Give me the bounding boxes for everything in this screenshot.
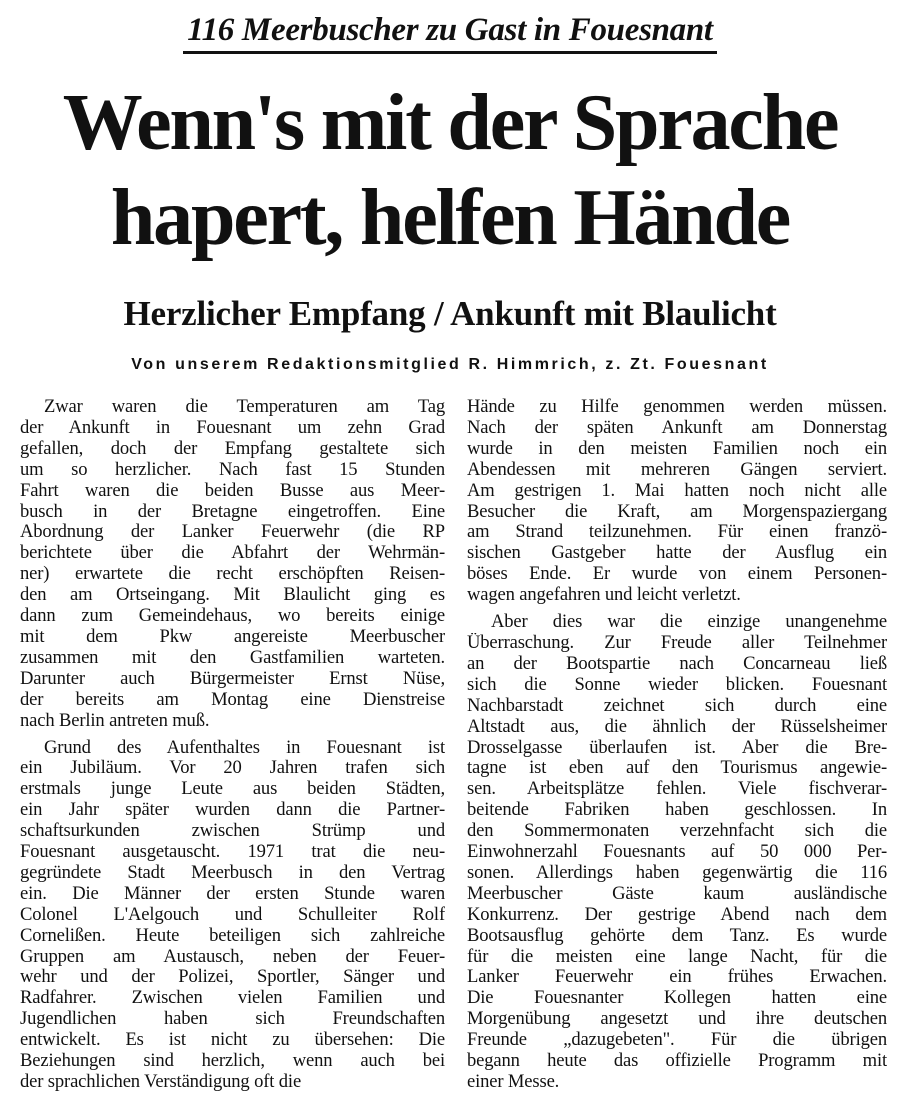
text-line: der bereits am Montag eine Dienstreise [20,689,445,710]
text-line: entwickelt. Es ist nicht zu übersehen: Die [20,1030,445,1051]
text-line: ein. Die Männer der ersten Stunde waren [20,883,445,904]
body-paragraph [467,612,887,1093]
text-line: der Ankunft in Fouesnant um zehn Grad [20,417,445,438]
text-line: Besucher die Kraft, am Morgenspaziergang [467,501,887,522]
text-line: Bootsausflug gehörte dem Tanz. Es wurde [467,925,887,946]
text-line: ein Jahr später wurden dann die Partner- [20,800,445,821]
text-line: ner) erwartete die recht erschöpften Reisen- [20,564,445,585]
text-line: Cornelißen. Heute beteiligen sich zahlreiche [20,925,445,946]
text-line: busch in der Bretagne eingetroffen. Eine [20,501,445,522]
text-line: Abordnung der Lanker Feuerwehr (die RP [20,522,445,543]
text-line: Jugendlichen haben sich Freundschaften [20,1009,445,1030]
text-line: wagen angefahren und leicht verletzt. [467,585,741,606]
text-line: Freunde „dazugebeten". Für die übrigen [467,1030,887,1051]
byline: Von unserem Redaktionsmitglied R. Himmrich, z. Zt. Fouesnant [131,356,769,373]
text-line: der sprachlichen Verständigung oft die [20,1072,302,1092]
subheadline: Herzlicher Empfang / Ankunft mit Blaulicht [123,294,777,333]
kicker-line [0,10,900,54]
text-line: nach Berlin antreten muß. [20,710,210,731]
text-line: gefallen, doch der Empfang gestaltete sich [20,438,445,459]
body-paragraph [20,738,445,1093]
text-column-right [467,397,887,1093]
text-line: Zwar waren die Temperaturen am Tag [44,397,445,417]
text-line: Colonel L'Aelgouch und Schulleiter Rolf [20,904,445,925]
text-line: dann zum Gemeindehaus, wo bereits einige [20,606,445,627]
text-line: Meerbuscher Gäste kaum ausländische [467,883,887,904]
body-paragraph [467,397,887,606]
text-line: wurde in den meisten Familien noch ein [467,438,887,459]
text-line: sonen. Allerdings haben gegenwärtig die 116 [467,862,887,883]
text-line: Am gestrigen 1. Mai hatten noch nicht alle [467,480,887,501]
text-line: den am Ortseingang. Mit Blaulicht ging es [20,585,445,606]
text-line: böses Ende. Er wurde von einem Personen- [467,564,887,585]
text-line: für die meisten eine lange Nacht, für die [467,946,887,967]
body-paragraph [20,397,445,732]
text-line: um so herzlicher. Nach fast 15 Stunden [20,459,445,480]
text-line: einer Messe. [467,1072,560,1092]
text-line: den Sommermonaten verzehnfacht sich die [467,821,887,842]
text-line: Gruppen am Austausch, neben der Feuer- [20,946,445,967]
headline-line-1: Wenn's mit der Sprache [62,79,838,167]
text-line: zusammen mit den Gastfamilien warteten. [20,647,445,668]
text-line: Hände zu Hilfe genommen werden müssen. [467,397,887,417]
text-line: sen. Arbeitsplätze fehlen. Viele fischverar- [467,779,887,800]
text-line: schaftsurkunden zwischen Strümp und [20,821,445,842]
text-line: Überraschung. Zur Freude aller Teilnehmer [467,632,887,653]
text-line: Altstadt aus, die ähnlich der Rüsselsheimer [467,716,887,737]
text-line: sich die Sonne wieder blicken. Fouesnant [467,674,887,695]
text-line: Fouesnant ausgetauscht. 1971 trat die neu- [20,842,445,863]
text-line: am Strand teilzunehmen. Für einen franzö- [467,522,887,543]
text-line: Konkurrenz. Der gestrige Abend nach dem [467,904,887,925]
text-line: wehr und der Polizei, Sportler, Sänger und [20,967,445,988]
text-line: Drosselgasse überlaufen ist. Aber die Bre- [467,737,887,758]
text-column-left [20,397,445,1093]
headline [0,76,900,266]
text-line: erstmals junge Leute aus beiden Städten, [20,779,445,800]
text-line: Nachbarstadt zeichnet sich durch eine [467,695,887,716]
text-line: tagne ist eben auf den Tourismus angewie- [467,758,887,779]
text-line: Nach der späten Ankunft am Donnerstag [467,417,887,438]
text-line: Fahrt waren die beiden Busse aus Meer- [20,480,445,501]
text-line: Morgenübung angesetzt und ihre deutschen [467,1009,887,1030]
text-line: gegründete Stadt Meerbusch in den Vertrag [20,862,445,883]
text-line: Radfahrer. Zwischen vielen Familien und [20,988,445,1009]
kicker-text: 116 Meerbuscher zu Gast in Fouesnant [183,10,717,54]
text-line: ein Jubiläum. Vor 20 Jahren trafen sich [20,758,445,779]
text-line: Die Fouesnanter Kollegen hatten eine [467,988,887,1009]
text-line: Beziehungen sind herzlich, wenn auch bei [20,1051,445,1072]
text-line: beitende Fabriken haben geschlossen. In [467,800,887,821]
text-line: mit dem Pkw angereiste Meerbuscher [20,626,445,647]
text-line: Grund des Aufenthaltes in Fouesnant ist [44,737,445,758]
text-line: Aber dies war die einzige unangenehme [491,612,887,633]
text-line: begann heute das offizielle Programm mit [467,1051,887,1072]
text-line: Darunter auch Bürgermeister Ernst Nüse, [20,668,445,689]
text-line: sischen Gastgeber hatte der Ausflug ein [467,543,887,564]
headline-line-2: hapert, helfen Hände [110,174,790,262]
text-line: Einwohnerzahl Fouesnants auf 50 000 Per- [467,842,887,863]
text-line: berichtete über die Abfahrt der Wehrmän- [20,543,445,564]
text-line: Abendessen mit mehreren Gängen serviert. [467,459,887,480]
text-line: Lanker Feuerwehr ein frühes Erwachen. [467,967,887,988]
text-line: an der Bootspartie nach Concarneau ließ [467,653,887,674]
